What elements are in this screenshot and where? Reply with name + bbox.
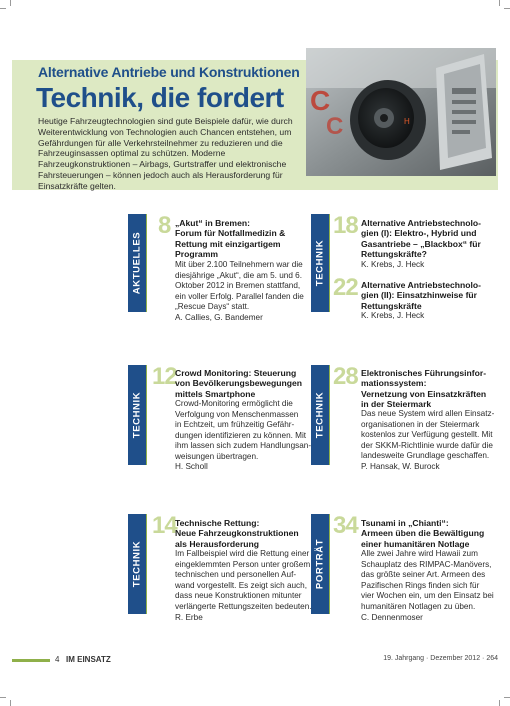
article-title[interactable]: „Akut“ in Bremen: Forum für Notfallmedizin & Rettung mit einzigartigem Programm [175, 218, 286, 260]
article-title[interactable]: Crowd Monitoring: Steuerung von Bevölkerungsbewegungen mittels Smartphone [175, 368, 303, 399]
page-number: 18 [333, 212, 358, 239]
page-number: 22 [333, 274, 358, 301]
article-title[interactable]: Alternative Antriebstechnolo- gien (I): Elektro-, Hybrid und Gasantriebe – „Blackbox“ für Rettungskräfte? [361, 218, 482, 260]
crop-mark [504, 697, 510, 698]
divider-line [329, 214, 330, 312]
section-tag-technik: TECHNIK [311, 214, 329, 312]
crop-mark [10, 0, 11, 6]
article-author: C. Dennenmoser [361, 613, 423, 622]
crop-mark [499, 0, 500, 6]
page-title: Technik, die fordert [36, 82, 284, 113]
divider-line [146, 365, 147, 465]
crop-mark [499, 700, 500, 706]
article-author: K. Krebs, J. Heck [361, 311, 425, 320]
divider-line [329, 365, 330, 465]
page-number: 12 [152, 363, 177, 390]
section-tag-technik: TECHNIK [128, 365, 146, 465]
article-author: K. Krebs, J. Heck [361, 260, 425, 269]
crop-mark [0, 697, 6, 698]
fuel-cap-photo [306, 48, 496, 176]
article-summary: Im Fallbeispiel wird die Rettung einer eingeklemmten Person unter großem technischen und personellen Auf- wand vorgestellt. Es zeigt sich auch, dass neue Konstruktionen mitunter verlängerte Rettungszeiten bedeuten. [175, 549, 312, 611]
article-title[interactable]: Alternative Antriebstechnolo- gien (II): Einsatzhinweise für Rettungskräfte [361, 280, 482, 311]
svg-text:C: C [326, 113, 344, 140]
section-tag-portraet: PORTRÄT [311, 514, 329, 614]
crop-mark [10, 700, 11, 706]
section-tag-aktuelles: AKTUELLES [128, 214, 146, 312]
footer-accent-bar [12, 659, 50, 662]
intro-text: Heutige Fahrzeugtechnologien sind gute Beispiele dafür, wie durch Weiterentwicklung von Technologien auch Chancen entstehen, um Gefährdungen für alle Verkehrsteilnehmer zu reduzieren und die Fahrzeuginsassen optimal zu schützen. Moderne Fahrzeugkonstruktionen – Airbags, Gurtstraffer und elektronische Fahrsteuerungen – können jedoch auch als Herausforderung für Einsatzkräfte gelten. [38, 116, 293, 191]
footer-page-number: 4 [55, 655, 60, 664]
divider-line [329, 514, 330, 614]
section-tag-technik: TECHNIK [128, 514, 146, 614]
article-summary: Das neue System wird allen Einsatz- organisationen in der Steiermark kostenlos zur Verfügung gestellt. Mit der SKKM-Richtlinie wurde dafür die landesweite Grundlage geschaffen. [361, 409, 495, 461]
article-summary: Crowd-Monitoring ermöglicht die Verfolgung von Menschenmassen in Echtzeit, um frühzeitig Gefähr- dungen identifizieren zu können. Mit ihm lassen sich zudem Handlungsan- weisungen übertragen. [175, 399, 312, 461]
page-number: 14 [152, 512, 177, 539]
article-author: P. Hansak, W. Burock [361, 462, 440, 471]
article-author: A. Callies, G. Bandemer [175, 313, 263, 322]
svg-text:C: C [310, 85, 331, 116]
article-author: R. Erbe [175, 613, 203, 622]
divider-line [146, 214, 147, 312]
article-title[interactable]: Tsunami in „Chianti“: Armeen üben die Bewältigung einer humanitären Notlage [361, 518, 485, 549]
article-author: H. Scholl [175, 462, 208, 471]
crop-mark [504, 8, 510, 9]
svg-text:H: H [404, 117, 410, 126]
article-summary: Alle zwei Jahre wird Hawaii zum Schauplatz des RIMPAC-Manövers, das größte seiner Art. Armeen des Pazifischen Rings finden sich für vier Wochen ein, um den Einsatz bei humanitären Notlagen zu üben. [361, 549, 494, 611]
divider-line [146, 514, 147, 614]
crop-mark [0, 8, 6, 9]
article-title[interactable]: Elektronisches Führungsinfor- mationssystem: Vernetzung von Einsatzkräften in der Steiermark [361, 368, 487, 410]
footer-issue-info: 19. Jahrgang · Dezember 2012 · 264 [383, 655, 498, 662]
page-number: 8 [158, 212, 171, 239]
page-number: 28 [333, 363, 358, 390]
article-summary: Mit über 2.100 Teilnehmern war die diesjährige „Akut“, die am 5. und 6. Oktober 2012 in Bremen stattfand, ein voller Erfolg. Parallel fanden die „Rescue Days“ statt. [175, 260, 304, 312]
section-subtitle: Alternative Antriebe und Konstruktionen [38, 64, 300, 80]
section-tag-technik: TECHNIK [311, 365, 329, 465]
page-number: 34 [333, 512, 358, 539]
footer-magazine-name: IM EINSATZ [66, 655, 111, 664]
article-title[interactable]: Technische Rettung: Neue Fahrzeugkonstruktionen als Herausforderung [175, 518, 299, 549]
